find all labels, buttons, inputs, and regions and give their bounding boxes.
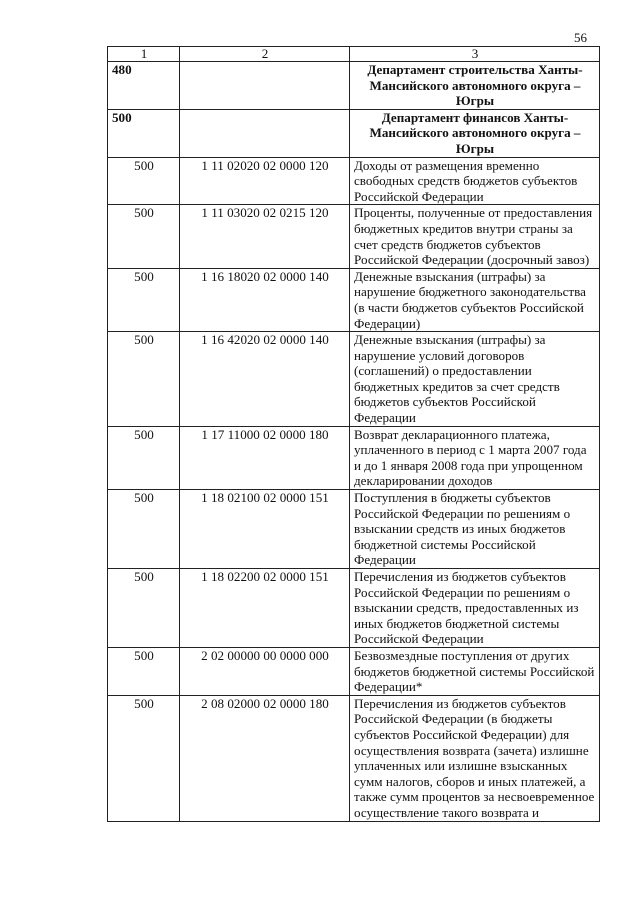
admin-code-cell: 500: [108, 426, 180, 489]
column-header-3: 3: [350, 47, 600, 62]
description-cell: Поступления в бюджеты субъектов Российской Федерации по решениям о взыскании средств из иных бюджетов бюджетной системы Российской Федерации: [350, 490, 600, 569]
budget-code-cell: 2 02 00000 00 0000 000: [180, 647, 350, 695]
table-row: [108, 490, 600, 569]
budget-code-cell: 1 11 03020 02 0215 120: [180, 205, 350, 268]
admin-code-cell: 500: [108, 647, 180, 695]
description-cell: Безвозмездные поступления от других бюджетов бюджетной системы Российской Федерации*: [350, 647, 600, 695]
description-cell: Перечисления из бюджетов субъектов Российской Федерации (в бюджеты субъектов Российской Федерации) для осуществления возврата (зачета) излишне уплаченных или излишне взысканных сумм налогов, сборов и иных платежей, а также сумм процентов за несвоевременное осуществление такого возврата и: [350, 695, 600, 821]
admin-code-cell: 500: [108, 109, 180, 157]
admin-code-cell: 480: [108, 62, 180, 110]
table-row: [108, 332, 600, 427]
admin-code-cell: 500: [108, 490, 180, 569]
budget-code-cell: 1 17 11000 02 0000 180: [180, 426, 350, 489]
table-row: [108, 569, 600, 648]
table-row: [108, 157, 600, 205]
budget-code-cell: 2 08 02000 02 0000 180: [180, 695, 350, 821]
description-cell: Перечисления из бюджетов субъектов Российской Федерации по решениям о взыскании средств, предоставленных из иных бюджетов бюджетной системы Российской Федерации: [350, 569, 600, 648]
description-cell: Доходы от размещения временно свободных средств бюджетов субъектов Российской Федерации: [350, 157, 600, 205]
admin-code-cell: 500: [108, 268, 180, 331]
budget-code-cell: 1 18 02100 02 0000 151: [180, 490, 350, 569]
table-row: [108, 205, 600, 268]
column-header-1: 1: [108, 47, 180, 62]
budget-code-cell: [180, 62, 350, 110]
admin-code-cell: 500: [108, 157, 180, 205]
budget-code-cell: 1 16 18020 02 0000 140: [180, 268, 350, 331]
description-cell: Денежные взыскания (штрафы) за нарушение бюджетного законодательства (в части бюджетов субъектов Российской Федерации): [350, 268, 600, 331]
table-row: [108, 426, 600, 489]
section-header-row: [108, 109, 600, 157]
admin-code-cell: 500: [108, 695, 180, 821]
description-cell: Департамент финансов Ханты-Мансийского автономного округа – Югры: [350, 109, 600, 157]
section-header-row: [108, 62, 600, 110]
revenue-codes-table: [107, 46, 600, 822]
description-cell: Денежные взыскания (штрафы) за нарушение условий договоров (соглашений) о предоставлении бюджетных кредитов за счет средств бюджетов субъектов Российской Федерации: [350, 332, 600, 427]
budget-code-cell: [180, 109, 350, 157]
admin-code-cell: 500: [108, 569, 180, 648]
admin-code-cell: 500: [108, 205, 180, 268]
description-cell: Возврат декларационного платежа, уплаченного в период с 1 марта 2007 года и до 1 января 2008 года при упрощенном декларировании доходов: [350, 426, 600, 489]
table-row: [108, 695, 600, 821]
description-cell: Департамент строительства Ханты-Мансийского автономного округа – Югры: [350, 62, 600, 110]
budget-code-cell: 1 18 02200 02 0000 151: [180, 569, 350, 648]
description-cell: Проценты, полученные от предоставления бюджетных кредитов внутри страны за счет средств бюджетов субъектов Российской Федерации (досрочный завоз): [350, 205, 600, 268]
table-row: [108, 647, 600, 695]
admin-code-cell: 500: [108, 332, 180, 427]
table-row: [108, 268, 600, 331]
page-number: 56: [574, 30, 587, 45]
column-header-2: 2: [180, 47, 350, 62]
budget-code-cell: 1 16 42020 02 0000 140: [180, 332, 350, 427]
table-header-row: [108, 47, 600, 62]
budget-code-cell: 1 11 02020 02 0000 120: [180, 157, 350, 205]
